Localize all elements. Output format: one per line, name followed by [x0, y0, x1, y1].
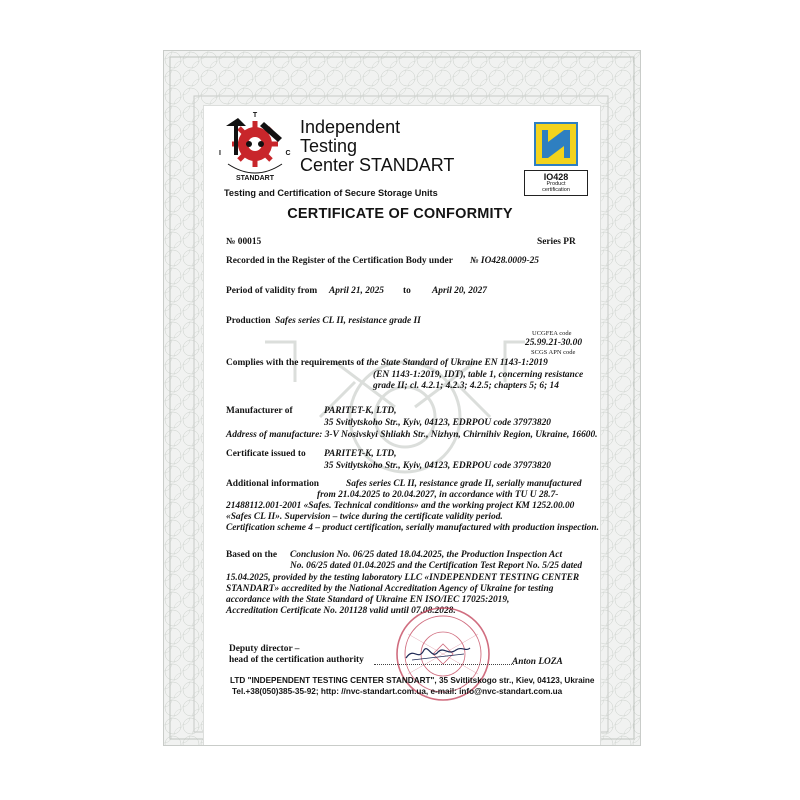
additional-info-line-1: Safes series CL II, resistance grade II, serially manufactured	[346, 479, 582, 489]
validity-label: Period of validity from	[226, 286, 318, 296]
standart-logo-icon	[216, 108, 294, 186]
signature-line	[374, 664, 514, 666]
issued-to-name: PARITET-K, LTD,	[324, 449, 397, 459]
certificate-title: CERTIFICATE OF CONFORMITY	[287, 206, 513, 222]
scgs-apn-code-label: SCGS APN code	[531, 349, 576, 356]
manufacturer-label: Manufacturer of	[226, 406, 293, 416]
manufacturer-address: 35 Svitlytskoho Str., Kyiv, 04123, EDRPOU code 37973820	[324, 418, 551, 428]
handwritten-signature	[404, 640, 472, 664]
register-number: № IO428.0009-25	[470, 256, 539, 266]
validity-from-date: April 21, 2025	[329, 286, 384, 296]
based-on-line-3: 15.04.2025, provided by the testing laboratory LLC «INDEPENDENT TESTING CENTER	[226, 573, 580, 583]
production-label: Production	[226, 316, 271, 326]
signatory-title-line-2: head of the certification authority	[229, 655, 364, 665]
based-on-label: Based on the	[226, 550, 278, 560]
based-on-line-4: STANDART» accredited by the National Accreditation Agency of Ukraine for testing	[226, 584, 554, 594]
footer-address: LTD "INDEPENDENT TESTING CENTER STANDART", 35 Svitlitskogo str., Kiev, 04123, Ukraine	[230, 676, 595, 685]
additional-info-line-3: 21488112.001-2001 «Safes. Technical conditions» and the working project KM 1252.00.00	[226, 501, 575, 511]
manufacturer-name: PARITET-K, LTD,	[324, 406, 397, 416]
certification-label-line-1: Product	[546, 181, 566, 187]
based-on-line-2: No. 06/25 dated 01.04.2025 and the Certification Test Report No. 5/25 dated	[290, 561, 583, 571]
based-on-line-5: accordance with the State Standard of Ukraine EN ISO/IEC 17025:2019,	[226, 595, 510, 605]
issued-to-address: 35 Svitlytskoho Str., Kyiv, 04123, EDRPOU code 37973820	[324, 461, 551, 471]
ucgfea-code-label: UCGFEA code	[532, 330, 572, 337]
additional-info-line-5: Certification scheme 4 – product certification, serially manufactured with production inspection.	[226, 523, 599, 533]
issued-to-label: Certificate issued to	[226, 449, 306, 459]
organization-tagline: Testing and Certification of Secure Storage Units	[224, 188, 438, 198]
certification-code: IO428	[543, 172, 569, 182]
validity-to-label: to	[403, 286, 411, 296]
logo-standart-text: STANDART	[236, 175, 274, 182]
organization-name-line-3: Center STANDART	[300, 155, 455, 175]
additional-info-line-4: «Safes CL II». Supervision – twice during the certificate validity period.	[226, 512, 503, 522]
logo-letter-i: I	[219, 150, 221, 157]
certificate-number: № 00015	[226, 237, 262, 247]
organization-name-line-2: Testing	[300, 136, 358, 156]
validity-to-date: April 20, 2027	[432, 286, 487, 296]
production-value: Safes series CL II, resistance grade II	[275, 316, 421, 326]
manufacture-address-label: Address of manufacture:	[226, 430, 323, 440]
manufacture-address-value: 3-V Nosivskyi Shliakh Str., Nizhyn, Chirnihiv Region, Ukraine, 16600.	[324, 430, 598, 440]
complies-line-3: grade II; cl. 4.2.1; 4.2.3; 4.2.5; chapters 5; 6; 14	[373, 381, 559, 391]
complies-line-1	[226, 358, 548, 368]
based-on-line-1: Conclusion No. 06/25 dated 18.04.2025, the Production Inspection Act	[290, 550, 563, 560]
based-on-line-6: Accreditation Certificate No. 201128 valid until 07.08.2028.	[226, 606, 456, 616]
complies-line-2: (EN 1143-1:2019, IDT), table 1, concerning resistance	[373, 370, 584, 380]
additional-info-label: Additional information	[226, 479, 319, 489]
certification-label-line-2: certification	[542, 186, 570, 193]
signatory-title-line-1: Deputy director –	[229, 644, 300, 654]
manufacture-address-line	[226, 430, 598, 440]
complies-label: Complies with the requirements of	[226, 358, 365, 368]
certificate-series: Series PR	[537, 237, 576, 247]
organization-name-line-1: Independent	[300, 117, 401, 137]
certification-code-box	[524, 170, 588, 196]
additional-info-line-2: from 21.04.2025 to 20.04.2027, in accordance with TU U 28.7-	[317, 490, 559, 500]
complies-standard: the State Standard of Ukraine EN 1143-1:2019	[366, 358, 548, 368]
footer-contacts: Tel.+38(050)385-35-92; http: //nvc-standart.com.ua, e-mail: info@nvc-standart.com.ua	[232, 687, 563, 696]
logo-letter-t: T	[252, 112, 258, 119]
logo-letter-c: C	[285, 150, 291, 157]
organization-name	[300, 118, 454, 175]
ukraine-certification-badge-icon	[534, 122, 578, 166]
ucgfea-code-value: 25.99.21-30.00	[525, 338, 583, 348]
register-label: Recorded in the Register of the Certification Body under	[226, 256, 453, 266]
signatory-name: Anton LOZA	[512, 657, 563, 667]
